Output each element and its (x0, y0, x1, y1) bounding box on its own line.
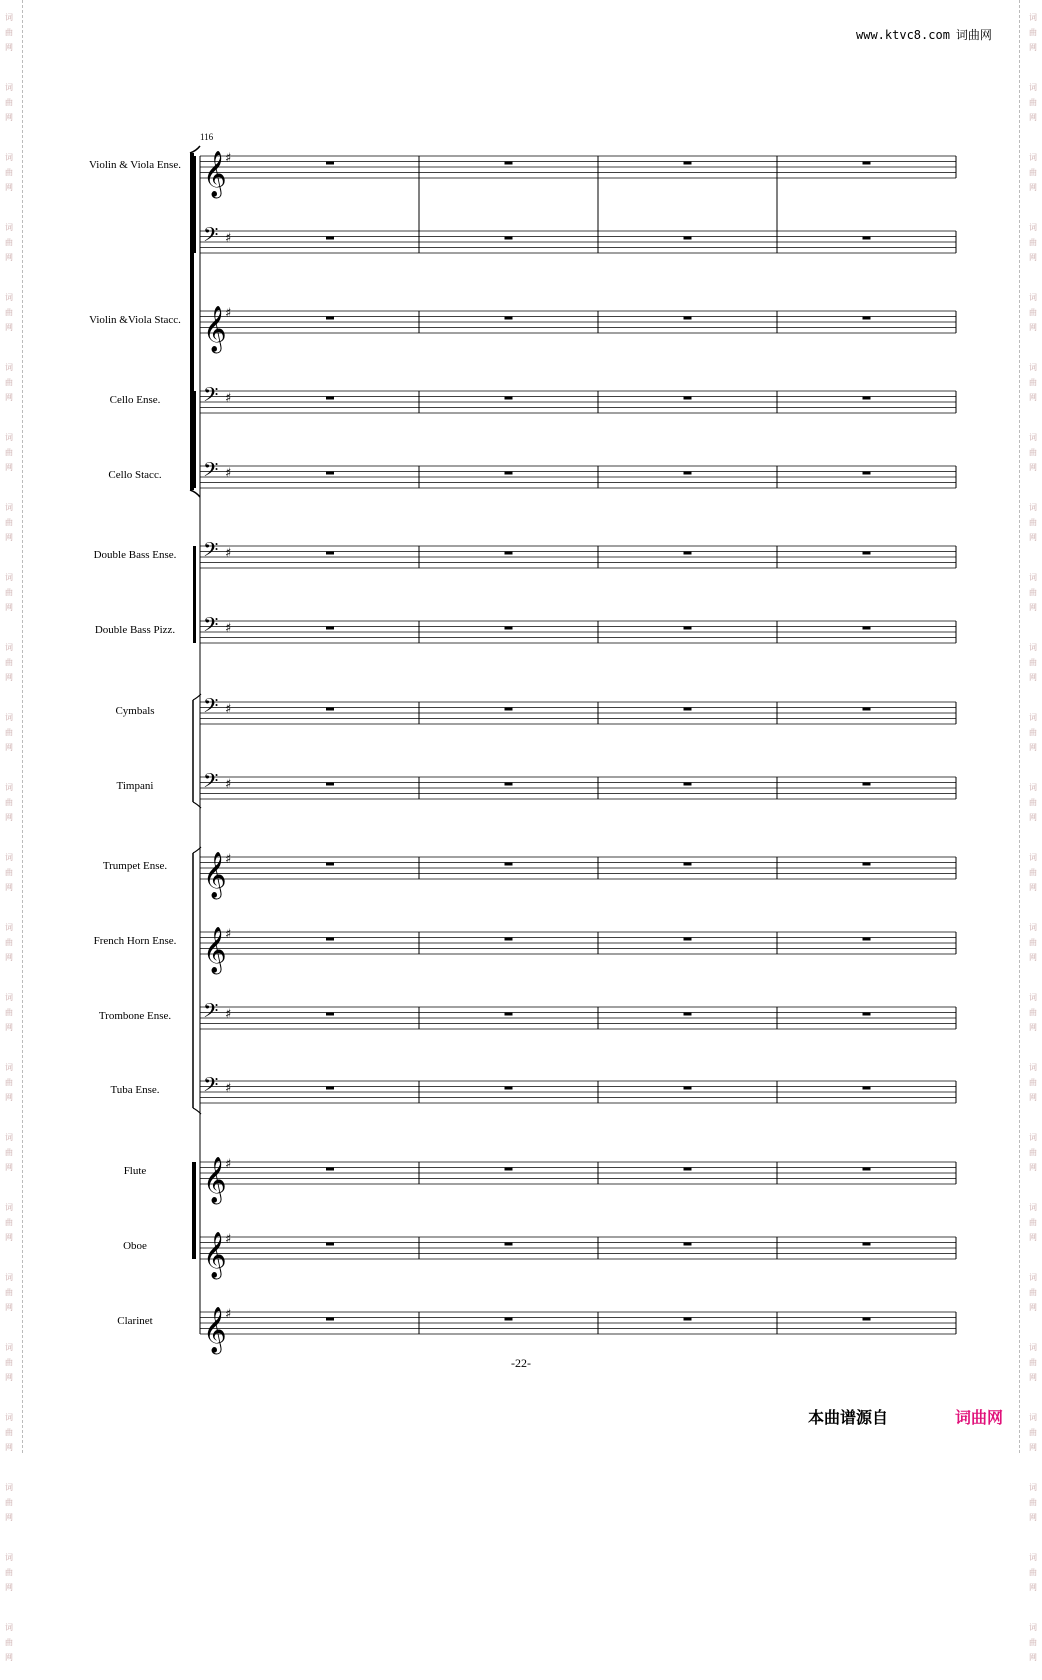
whole-rest-icon (505, 472, 513, 475)
treble-clef-icon: 𝄞 (203, 1232, 227, 1278)
sharp-icon: ♯ (225, 1157, 232, 1172)
bass-clef-icon: 𝄢 (203, 769, 219, 797)
sharp-icon: ♯ (225, 391, 232, 406)
whole-rest-icon (684, 783, 692, 786)
whole-rest-icon (505, 162, 513, 165)
whole-rest-icon (863, 1168, 871, 1171)
whole-rest-icon (326, 938, 334, 941)
whole-rest-icon (326, 863, 334, 866)
whole-rest-icon (326, 1243, 334, 1246)
whole-rest-icon (505, 1168, 513, 1171)
violin-brace (193, 156, 196, 253)
instrument-label: Double Bass Ense. (93, 549, 177, 561)
whole-rest-icon (863, 783, 871, 786)
sharp-icon: ♯ (225, 927, 232, 942)
whole-rest-icon (684, 1013, 692, 1016)
bass-clef-icon: 𝄢 (203, 538, 219, 566)
whole-rest-icon (863, 938, 871, 941)
treble-clef-icon: 𝄞 (203, 927, 227, 973)
bass-clef-icon: 𝄢 (203, 694, 219, 722)
whole-rest-icon (505, 627, 513, 630)
whole-rest-icon (505, 938, 513, 941)
footer-source-label: 本曲谱源自 (808, 1408, 889, 1427)
whole-rest-icon (684, 317, 692, 320)
site-url[interactable]: www.ktvc8.com (856, 28, 950, 42)
instrument-label: Flute (123, 1165, 147, 1177)
bass-clef-icon: 𝄢 (203, 1073, 219, 1101)
whole-rest-icon (863, 237, 871, 240)
site-name: 词曲网 (955, 28, 992, 42)
whole-rest-icon (684, 1243, 692, 1246)
instrument-label: Cello Ense. (109, 394, 161, 406)
treble-clef-icon: 𝄞 (203, 1307, 227, 1353)
whole-rest-icon (505, 397, 513, 400)
sharp-icon: ♯ (225, 306, 232, 321)
whole-rest-icon (684, 1318, 692, 1321)
sharp-icon: ♯ (225, 231, 232, 246)
instrument-label: Tuba Ense. (110, 1084, 160, 1096)
bracket-hook (190, 146, 200, 153)
whole-rest-icon (684, 397, 692, 400)
whole-rest-icon (863, 552, 871, 555)
whole-rest-icon (684, 863, 692, 866)
instrument-label: Trumpet Ense. (102, 860, 168, 872)
whole-rest-icon (684, 162, 692, 165)
whole-rest-icon (326, 397, 334, 400)
whole-rest-icon (684, 472, 692, 475)
whole-rest-icon (505, 1318, 513, 1321)
sharp-icon: ♯ (225, 151, 232, 166)
page-number: -22- (511, 1356, 531, 1370)
whole-rest-icon (326, 552, 334, 555)
whole-rest-icon (863, 317, 871, 320)
sharp-icon: ♯ (225, 1007, 232, 1022)
whole-rest-icon (863, 1318, 871, 1321)
instrument-label: Timpani (116, 780, 154, 792)
whole-rest-icon (505, 317, 513, 320)
whole-rest-icon (326, 1168, 334, 1171)
whole-rest-icon (684, 237, 692, 240)
side-watermark-right: 词 曲 网 词 曲 网 词 曲 网 词 曲 网 词 曲 网 词 曲 网 词 曲 网 词 曲 网 词 曲 网 词 曲 网 词 曲 网 词 曲 网 词 曲 网 词 曲 网 词 曲 网 词 曲 网 词 曲 网 词 曲 网 词 曲 网 词 曲 网 词 曲 网 词 曲 网 词 曲 网 词 曲 网 (1029, 13, 1037, 1662)
whole-rest-icon (863, 1087, 871, 1090)
whole-rest-icon (326, 237, 334, 240)
woodwind-brace (192, 1162, 196, 1259)
bass-clef-icon: 𝄢 (203, 999, 219, 1027)
bass-clef-icon: 𝄢 (203, 458, 219, 486)
sharp-icon: ♯ (225, 546, 232, 561)
whole-rest-icon (505, 708, 513, 711)
side-watermark-left: 词 曲 网 词 曲 网 词 曲 网 词 曲 网 词 曲 网 词 曲 网 词 曲 网 词 曲 网 词 曲 网 词 曲 网 词 曲 网 词 曲 网 词 曲 网 词 曲 网 词 曲 网 词 曲 网 词 曲 网 词 曲 网 词 曲 网 词 曲 网 词 曲 网 词 曲 网 词 曲 网 词 曲 网 (5, 13, 13, 1662)
treble-clef-icon: 𝄞 (203, 1157, 227, 1203)
whole-rest-icon (684, 1087, 692, 1090)
whole-rest-icon (505, 1087, 513, 1090)
whole-rest-icon (863, 1013, 871, 1016)
treble-clef-icon: 𝄞 (203, 852, 227, 898)
sharp-icon: ♯ (225, 466, 232, 481)
sharp-icon: ♯ (225, 852, 232, 867)
treble-clef-icon: 𝄞 (203, 306, 227, 352)
whole-rest-icon (326, 1318, 334, 1321)
measure-number: 116 (200, 132, 214, 142)
whole-rest-icon (863, 397, 871, 400)
whole-rest-icon (863, 708, 871, 711)
instrument-label: Trombone Ense. (98, 1010, 172, 1022)
double-bass-brace (193, 546, 196, 643)
whole-rest-icon (505, 783, 513, 786)
instrument-label: Cymbals (115, 705, 155, 717)
whole-rest-icon (684, 552, 692, 555)
instrument-label: Clarinet (117, 1315, 153, 1327)
cello-brace (193, 391, 196, 488)
whole-rest-icon (684, 627, 692, 630)
whole-rest-icon (505, 237, 513, 240)
sharp-icon: ♯ (225, 621, 232, 636)
whole-rest-icon (326, 627, 334, 630)
whole-rest-icon (326, 317, 334, 320)
bracket-hook (190, 490, 200, 497)
whole-rest-icon (326, 472, 334, 475)
whole-rest-icon (684, 938, 692, 941)
instrument-label: Cello Stacc. (108, 469, 162, 481)
bass-clef-icon: 𝄢 (203, 383, 219, 411)
whole-rest-icon (684, 708, 692, 711)
whole-rest-icon (326, 1013, 334, 1016)
instrument-label: Violin & Viola Ense. (89, 159, 181, 171)
whole-rest-icon (863, 472, 871, 475)
bass-clef-icon: 𝄢 (203, 223, 219, 251)
whole-rest-icon (326, 162, 334, 165)
whole-rest-icon (863, 863, 871, 866)
whole-rest-icon (863, 1243, 871, 1246)
treble-clef-icon: 𝄞 (203, 151, 227, 197)
whole-rest-icon (326, 708, 334, 711)
whole-rest-icon (505, 552, 513, 555)
bass-clef-icon: 𝄢 (203, 613, 219, 641)
sharp-icon: ♯ (225, 777, 232, 792)
sharp-icon: ♯ (225, 1307, 232, 1322)
whole-rest-icon (505, 1013, 513, 1016)
whole-rest-icon (326, 1087, 334, 1090)
sharp-icon: ♯ (225, 1232, 232, 1247)
whole-rest-icon (863, 162, 871, 165)
whole-rest-icon (505, 863, 513, 866)
whole-rest-icon (684, 1168, 692, 1171)
instrument-label: French Horn Ense. (93, 935, 177, 947)
sharp-icon: ♯ (225, 1081, 232, 1096)
instrument-label: Violin &Viola Stacc. (89, 314, 181, 326)
whole-rest-icon (326, 783, 334, 786)
whole-rest-icon (505, 1243, 513, 1246)
instrument-label: Oboe (123, 1240, 147, 1252)
instrument-label: Double Bass Pizz. (94, 624, 176, 636)
whole-rest-icon (863, 627, 871, 630)
footer-brand[interactable]: 词曲网 (955, 1408, 1004, 1427)
sharp-icon: ♯ (225, 702, 232, 717)
